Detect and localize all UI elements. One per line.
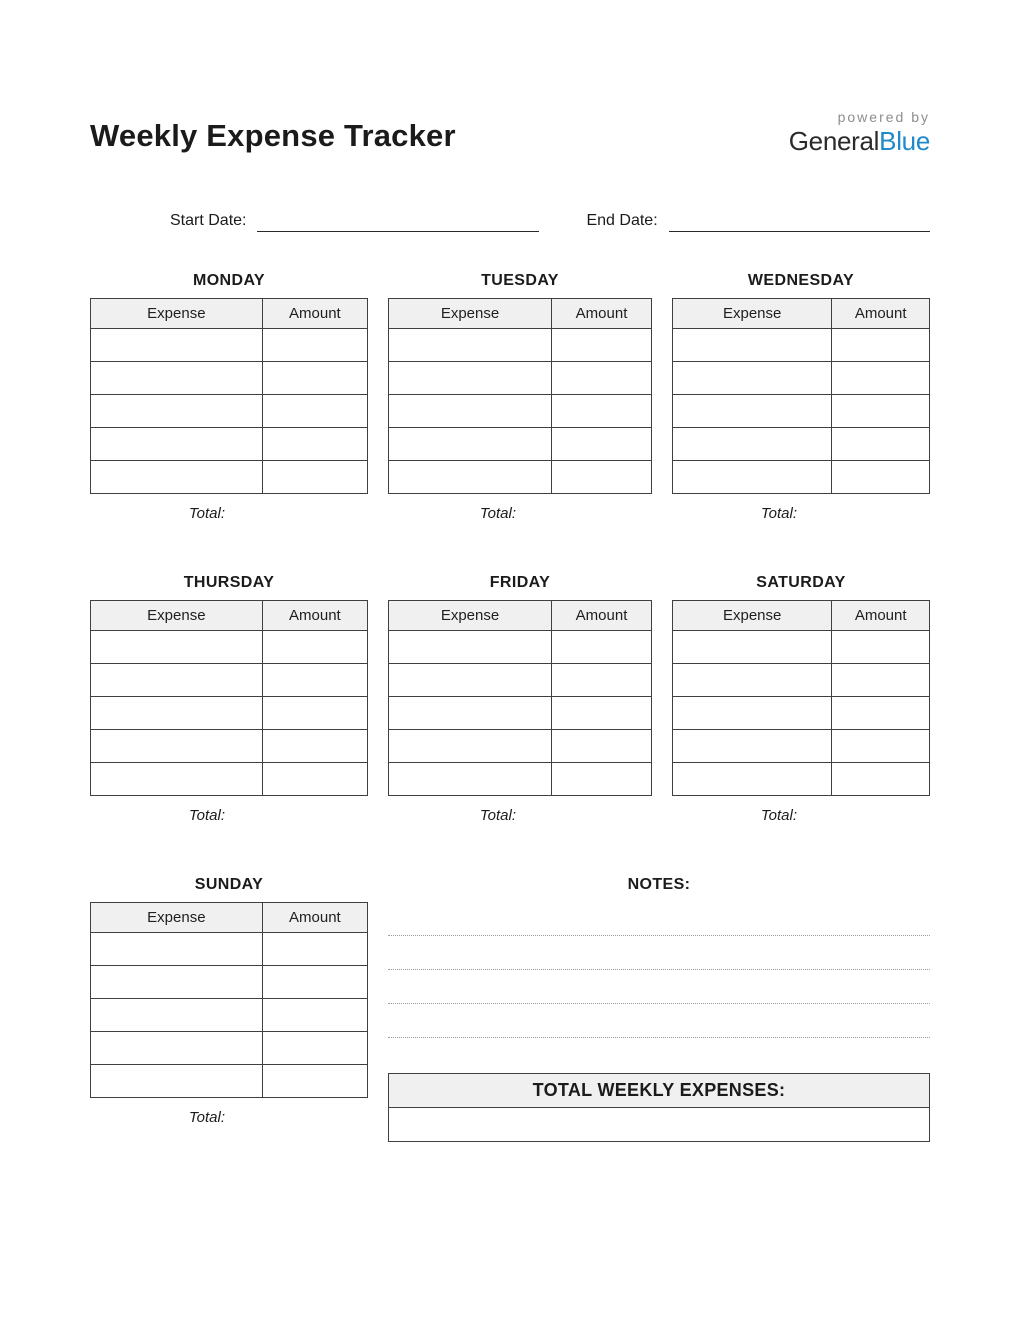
amount-cell[interactable] (832, 362, 930, 395)
start-date-label: Start Date: (170, 212, 247, 229)
expense-cell[interactable] (389, 730, 552, 763)
table-header-row (91, 601, 368, 631)
day-total (90, 807, 368, 824)
amount-column-header: Amount (552, 299, 652, 329)
expense-cell[interactable] (91, 933, 263, 966)
amount-column-header: Amount (552, 601, 652, 631)
amount-cell[interactable] (262, 1065, 367, 1098)
day-section (388, 272, 652, 522)
day-total-label: Total: (188, 505, 225, 522)
day-title: SUNDAY (194, 876, 264, 893)
amount-cell[interactable] (262, 697, 367, 730)
expense-row (673, 362, 930, 395)
expense-row (389, 697, 652, 730)
expense-column-header: Expense (673, 601, 832, 631)
day-expense-table (90, 600, 368, 796)
expense-cell[interactable] (91, 664, 263, 697)
expense-cell[interactable] (91, 697, 263, 730)
brand-name (789, 128, 930, 154)
expense-cell[interactable] (91, 631, 263, 664)
amount-cell[interactable] (832, 763, 930, 796)
amount-cell[interactable] (832, 697, 930, 730)
amount-cell[interactable] (262, 329, 367, 362)
expense-row (389, 362, 652, 395)
expense-row (91, 461, 368, 494)
table-header-row (389, 601, 652, 631)
day-expense-table (672, 600, 930, 796)
day-section (388, 574, 652, 824)
table-header-row (673, 601, 930, 631)
amount-cell[interactable] (552, 362, 652, 395)
expense-cell[interactable] (673, 664, 832, 697)
expense-cell[interactable] (673, 763, 832, 796)
day-total (90, 505, 368, 522)
page-title: Weekly Expense Tracker (90, 118, 456, 153)
expense-cell[interactable] (673, 428, 832, 461)
expense-cell[interactable] (673, 461, 832, 494)
expense-row (91, 664, 368, 697)
amount-cell[interactable] (262, 428, 367, 461)
expense-row (673, 329, 930, 362)
expense-cell[interactable] (389, 362, 552, 395)
expense-cell[interactable] (673, 362, 832, 395)
day-expense-table (388, 600, 652, 796)
table-header-row (91, 299, 368, 329)
expense-cell[interactable] (389, 763, 552, 796)
expense-row (91, 362, 368, 395)
expense-column-header: Expense (389, 299, 552, 329)
expense-cell[interactable] (389, 395, 552, 428)
day-title: THURSDAY (183, 574, 275, 591)
expense-row (673, 461, 930, 494)
amount-cell[interactable] (552, 428, 652, 461)
amount-cell[interactable] (552, 329, 652, 362)
expense-cell[interactable] (389, 461, 552, 494)
notes-lines (388, 902, 930, 1038)
amount-cell[interactable] (262, 1032, 367, 1065)
start-date-input[interactable] (257, 212, 539, 232)
expense-row (389, 329, 652, 362)
expense-row (673, 664, 930, 697)
expense-cell[interactable] (91, 1032, 263, 1065)
amount-cell[interactable] (262, 395, 367, 428)
expense-cell[interactable] (673, 329, 832, 362)
expense-cell[interactable] (389, 329, 552, 362)
expense-row (389, 395, 652, 428)
powered-by-text: powered by (837, 109, 930, 125)
day-section (90, 876, 368, 1142)
expense-row (91, 697, 368, 730)
brand-logo (789, 110, 930, 154)
expense-row (91, 1065, 368, 1098)
amount-cell[interactable] (262, 966, 367, 999)
expense-row (673, 631, 930, 664)
expense-cell[interactable] (389, 664, 552, 697)
day-expense-table (388, 298, 652, 494)
day-total (90, 1109, 368, 1126)
expense-row (389, 664, 652, 697)
expense-row (91, 730, 368, 763)
table-header-row (91, 903, 368, 933)
expense-cell[interactable] (389, 428, 552, 461)
day-total-label: Total: (479, 505, 516, 522)
amount-cell[interactable] (832, 329, 930, 362)
expense-column-header: Expense (389, 601, 552, 631)
expense-row (389, 730, 652, 763)
notes-panel (388, 876, 930, 1142)
expense-row (389, 763, 652, 796)
date-row (170, 210, 930, 232)
days-grid (90, 272, 930, 1142)
amount-column-header: Amount (262, 299, 367, 329)
amount-column-header: Amount (832, 299, 930, 329)
expense-row (673, 697, 930, 730)
total-weekly-expenses-label: TOTAL WEEKLY EXPENSES: (389, 1074, 929, 1108)
amount-cell[interactable] (262, 631, 367, 664)
expense-row (91, 1032, 368, 1065)
expense-cell[interactable] (673, 697, 832, 730)
amount-cell[interactable] (552, 631, 652, 664)
amount-cell[interactable] (832, 631, 930, 664)
expense-row (91, 763, 368, 796)
expense-row (91, 966, 368, 999)
expense-row (673, 428, 930, 461)
notes-line[interactable] (388, 936, 930, 970)
amount-cell[interactable] (552, 763, 652, 796)
expense-row (673, 395, 930, 428)
expense-row (91, 428, 368, 461)
amount-cell[interactable] (262, 933, 367, 966)
day-expense-table (90, 298, 368, 494)
day-total-label: Total: (188, 807, 225, 824)
notes-line[interactable] (388, 902, 930, 936)
amount-cell[interactable] (832, 461, 930, 494)
expense-cell[interactable] (91, 428, 263, 461)
day-total (388, 505, 652, 522)
expense-column-header: Expense (91, 903, 263, 933)
amount-cell[interactable] (262, 730, 367, 763)
amount-cell[interactable] (262, 664, 367, 697)
amount-cell[interactable] (262, 999, 367, 1032)
expense-row (91, 631, 368, 664)
expense-cell[interactable] (91, 966, 263, 999)
day-total-label: Total: (479, 807, 516, 824)
expense-cell[interactable] (91, 730, 263, 763)
expense-row (389, 428, 652, 461)
total-weekly-expenses-box (388, 1073, 930, 1142)
expense-row (389, 461, 652, 494)
notes-line[interactable] (388, 1004, 930, 1038)
amount-cell[interactable] (552, 395, 652, 428)
expense-cell[interactable] (91, 763, 263, 796)
expense-cell[interactable] (91, 329, 263, 362)
day-total (672, 807, 930, 824)
amount-column-header: Amount (832, 601, 930, 631)
expense-row (91, 999, 368, 1032)
expense-cell[interactable] (91, 1065, 263, 1098)
day-title: MONDAY (192, 272, 266, 289)
amount-cell[interactable] (262, 362, 367, 395)
expense-column-header: Expense (673, 299, 832, 329)
day-title: SATURDAY (756, 574, 846, 591)
brand-name-blue: Blue (879, 126, 930, 156)
expense-cell[interactable] (673, 395, 832, 428)
amount-cell[interactable] (262, 461, 367, 494)
end-date-label: End Date: (586, 212, 658, 229)
day-section (672, 272, 930, 522)
day-title: WEDNESDAY (747, 272, 855, 289)
amount-cell[interactable] (832, 395, 930, 428)
table-header-row (389, 299, 652, 329)
day-total (672, 505, 930, 522)
table-header-row (673, 299, 930, 329)
notes-title: NOTES: (627, 876, 691, 893)
amount-column-header: Amount (262, 601, 367, 631)
notes-line[interactable] (388, 970, 930, 1004)
amount-cell[interactable] (262, 763, 367, 796)
day-section (672, 574, 930, 824)
amount-cell[interactable] (552, 697, 652, 730)
expense-cell[interactable] (389, 697, 552, 730)
expense-row (91, 933, 368, 966)
day-total-label: Total: (760, 807, 797, 824)
day-expense-table (672, 298, 930, 494)
expense-column-header: Expense (91, 601, 263, 631)
amount-cell[interactable] (552, 730, 652, 763)
day-total-label: Total: (760, 505, 797, 522)
expense-column-header: Expense (91, 299, 263, 329)
brand-name-general: General (788, 126, 880, 156)
amount-cell[interactable] (552, 664, 652, 697)
total-weekly-expenses-value[interactable] (389, 1108, 929, 1141)
expense-row (91, 395, 368, 428)
amount-cell[interactable] (832, 730, 930, 763)
day-total (388, 807, 652, 824)
end-date-input[interactable] (669, 212, 930, 232)
amount-cell[interactable] (832, 664, 930, 697)
day-section (90, 574, 368, 824)
expense-row (389, 631, 652, 664)
expense-cell[interactable] (673, 631, 832, 664)
expense-cell[interactable] (389, 631, 552, 664)
expense-row (91, 329, 368, 362)
amount-column-header: Amount (262, 903, 367, 933)
expense-row (673, 763, 930, 796)
expense-cell[interactable] (91, 362, 263, 395)
expense-cell[interactable] (91, 999, 263, 1032)
day-section (90, 272, 368, 522)
amount-cell[interactable] (832, 428, 930, 461)
expense-row (673, 730, 930, 763)
expense-cell[interactable] (91, 461, 263, 494)
day-expense-table (90, 902, 368, 1098)
day-title: FRIDAY (489, 574, 551, 591)
day-title: TUESDAY (481, 272, 559, 289)
amount-cell[interactable] (552, 461, 652, 494)
day-total-label: Total: (188, 1109, 225, 1126)
expense-cell[interactable] (673, 730, 832, 763)
page-header (90, 0, 930, 154)
expense-cell[interactable] (91, 395, 263, 428)
